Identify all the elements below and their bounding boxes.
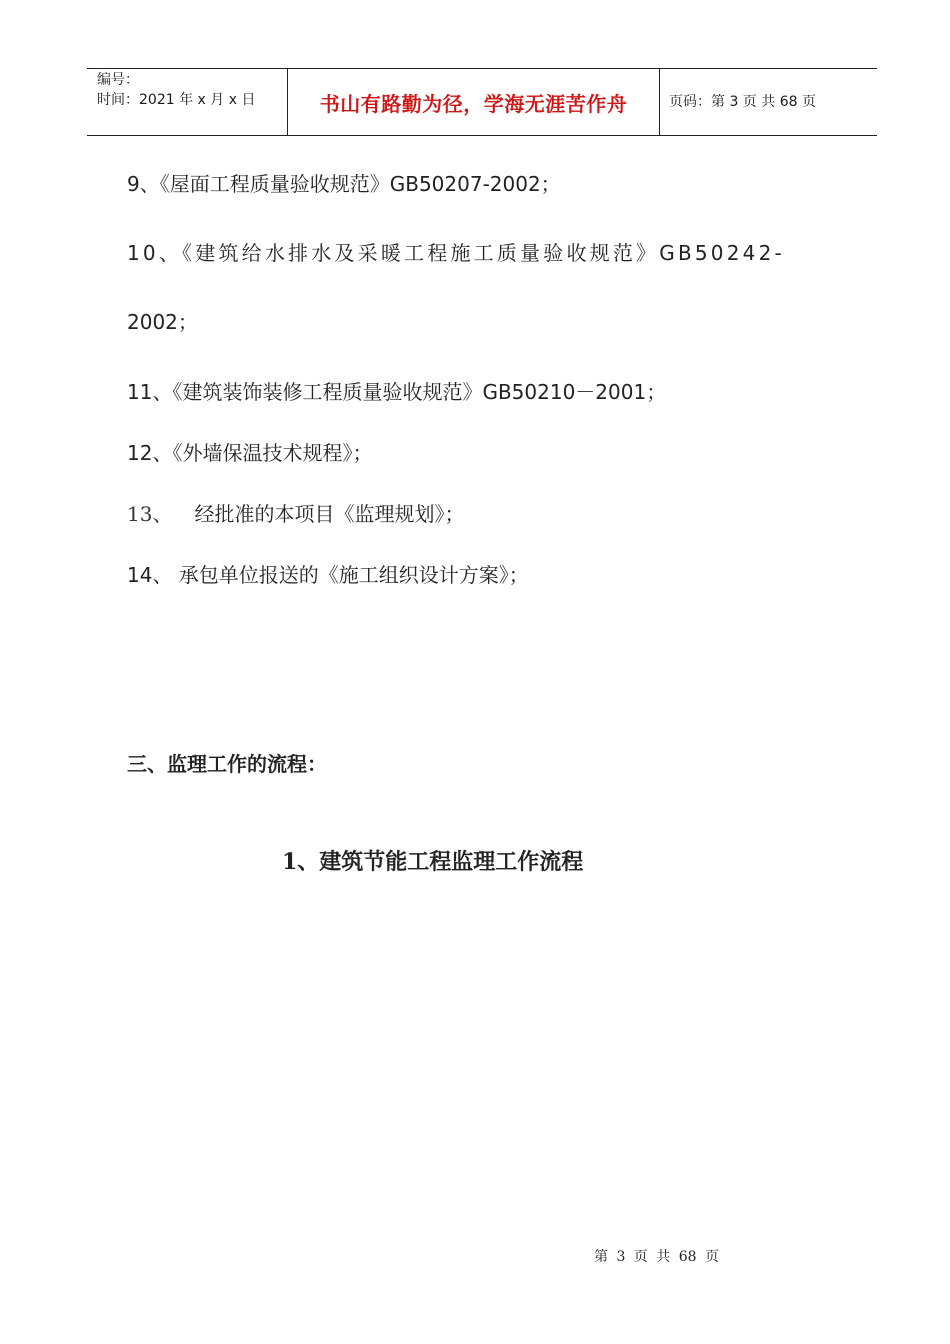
page-number-label: 页码：第 3 页 共 68 页: [669, 94, 816, 110]
page-header: [87, 68, 877, 136]
reference-item-12: 12、《外墙保温技术规程》；: [127, 441, 373, 465]
reference-item-10-line1: 10、《建筑给水排水及采暖工程施工质量验收规范》GB50242-: [127, 241, 785, 265]
reference-item-13-number: 13、: [127, 502, 173, 526]
header-info-cell: [87, 69, 287, 135]
reference-item-11: 11、《建筑装饰装修工程质量验收规范》GB50210－2001；: [127, 380, 667, 404]
reference-item-10-line2: 2002；: [127, 310, 198, 334]
reference-item-9: 9、《屋面工程质量验收规范》GB50207-2002；: [127, 172, 561, 196]
header-motto-cell: [287, 69, 660, 135]
reference-item-14: 14、 承包单位报送的《施工组织设计方案》；: [127, 563, 529, 587]
document-code-label: 编号：: [97, 72, 139, 88]
page-footer: 第 3 页 共 68 页: [594, 1249, 719, 1265]
header-page-cell: [660, 69, 877, 135]
reference-item-13-text: 经批准的本项目《监理规划》；: [194, 502, 465, 526]
motto-text: 书山有路勤为径，学海无涯苦作舟: [319, 91, 628, 116]
subsection-heading: 1、建筑节能工程监理工作流程: [282, 849, 584, 875]
document-date: 时间：2021 年 x 月 x 日: [97, 92, 256, 108]
section-heading: 三、监理工作的流程：: [127, 752, 327, 776]
reference-item-13: [127, 500, 464, 528]
